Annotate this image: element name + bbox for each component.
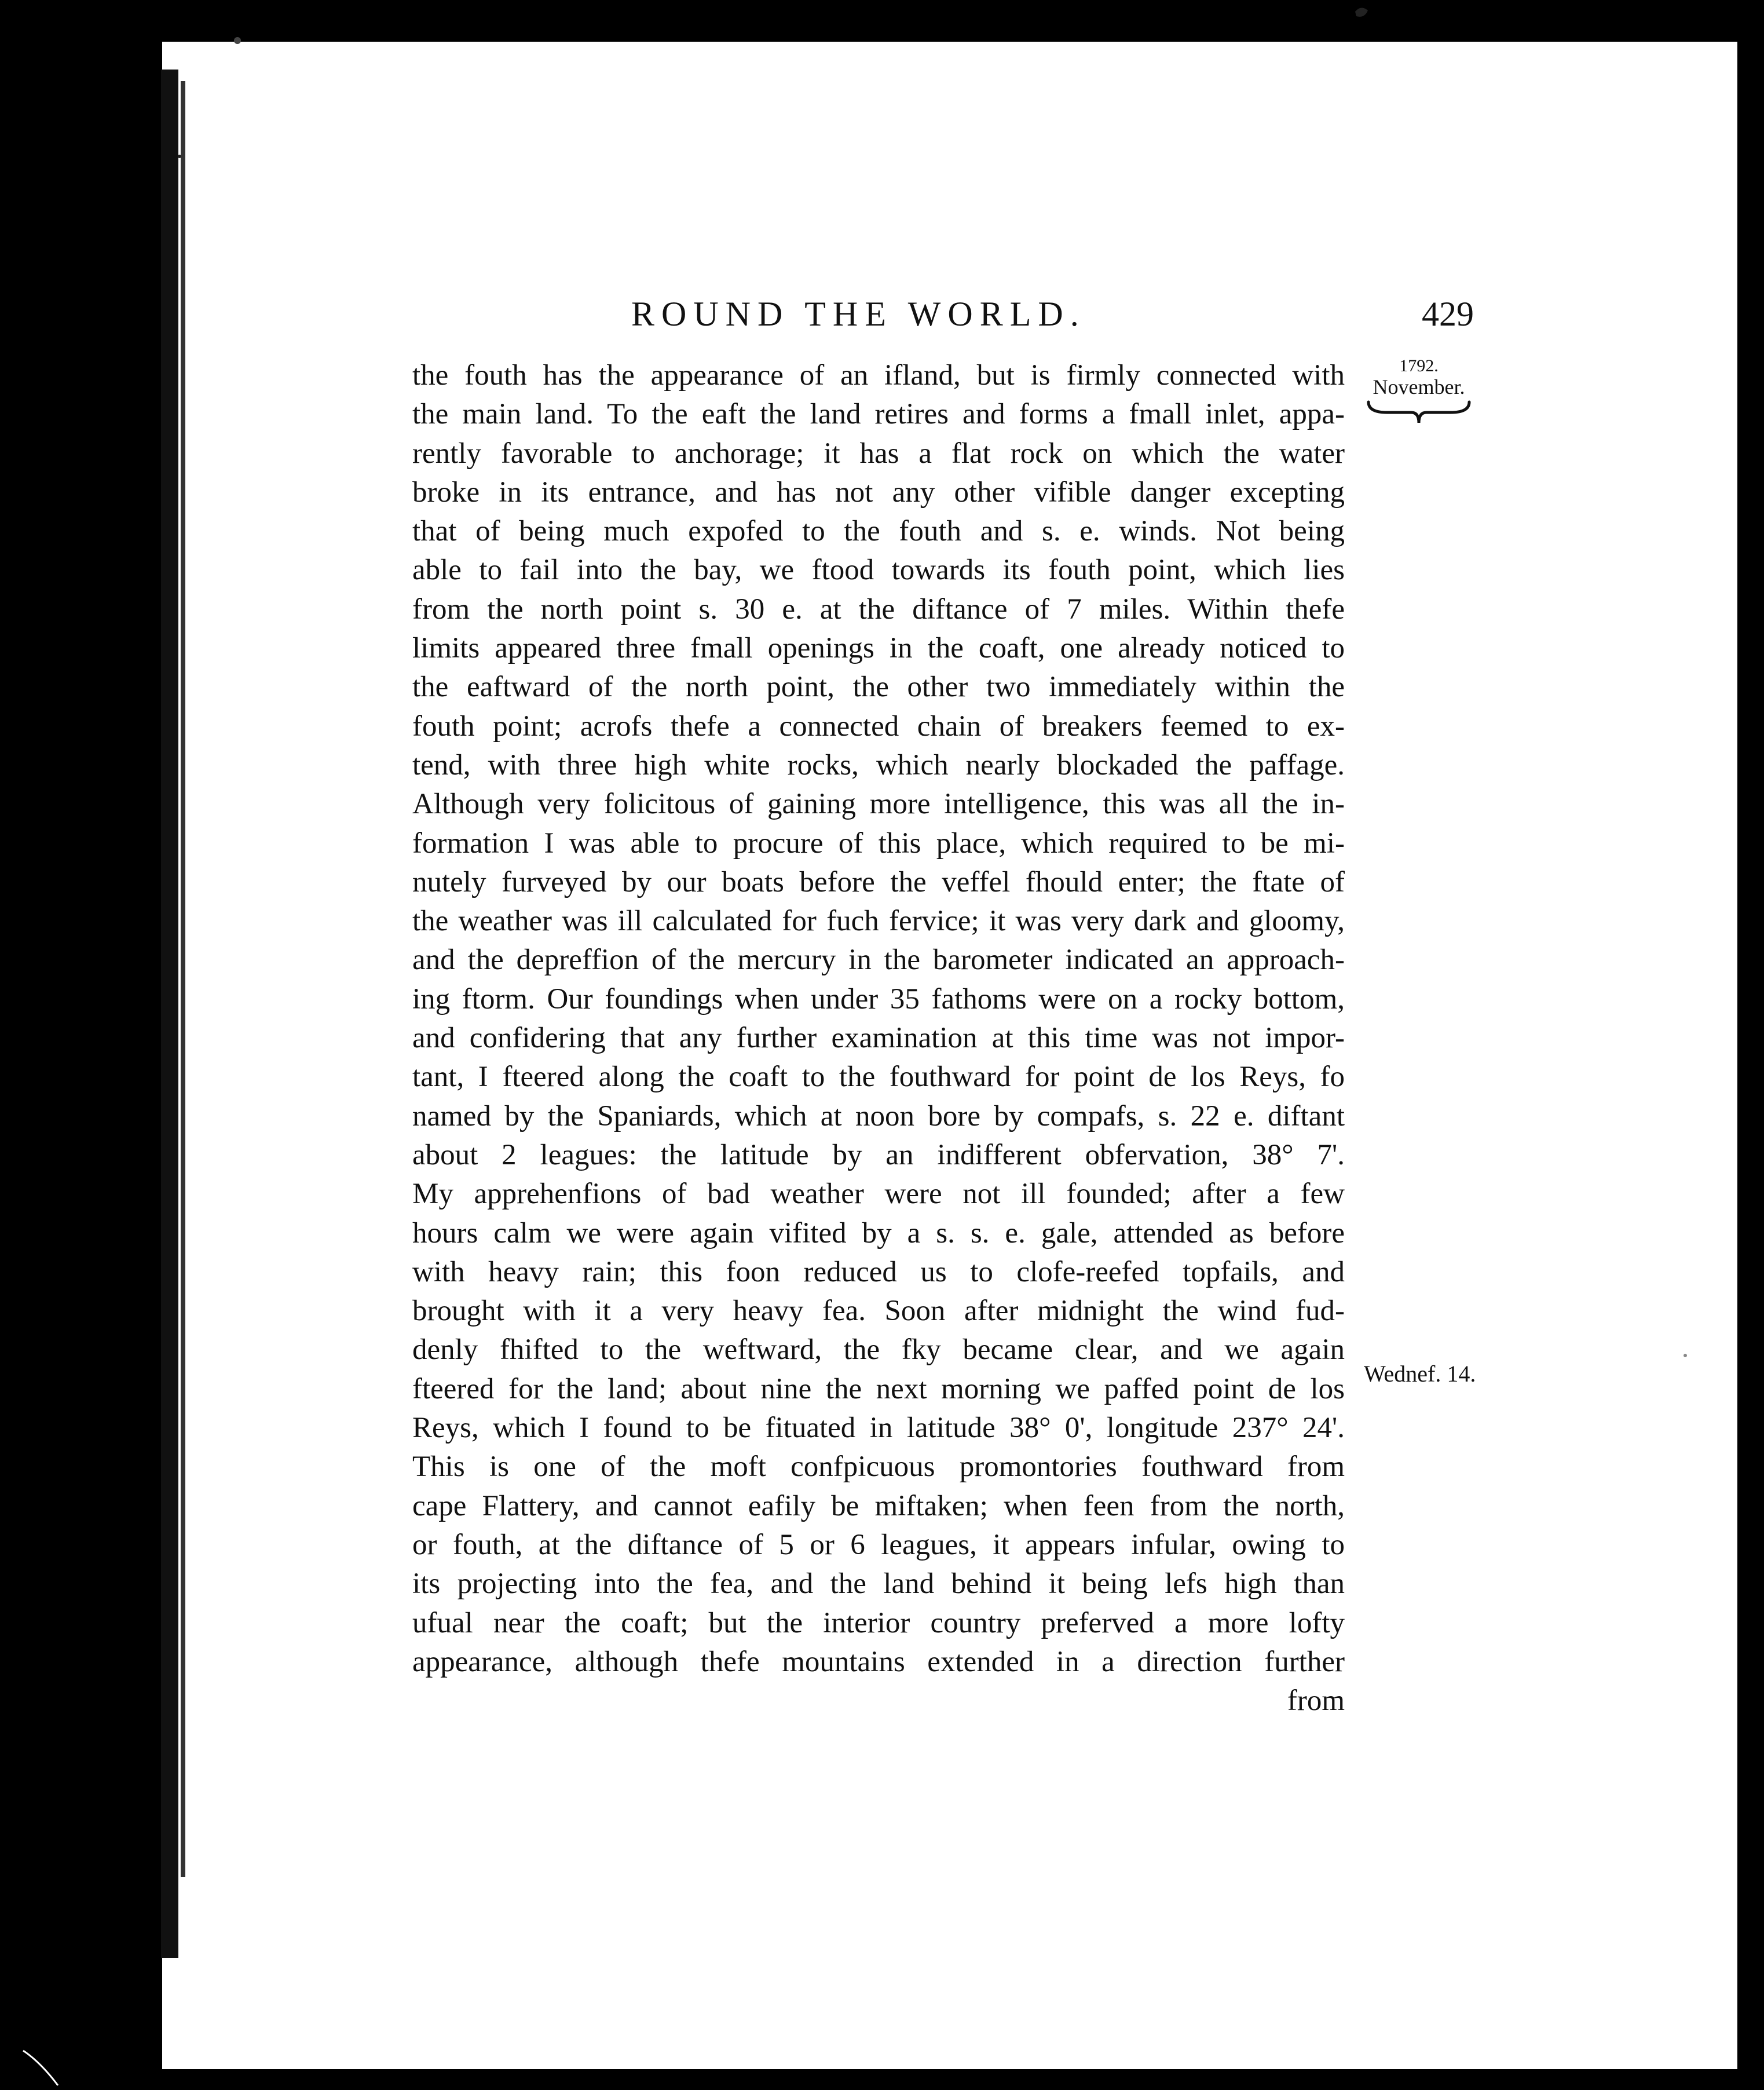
body-text xyxy=(412,356,1345,1720)
text-line: and the depreffion of the mercury in the barometer indicated an approach- xyxy=(412,944,1345,977)
text-line: and confidering that any further examination at this time was not impor- xyxy=(412,1022,1345,1055)
text-line: that of being much expofed to the fouth and s. e. winds. Not being xyxy=(412,515,1345,548)
text-line: denly fhifted to the weftward, the fky became clear, and we again xyxy=(412,1333,1345,1366)
text-line: tend, with three high white rocks, which nearly blockaded the paffage. xyxy=(412,748,1345,781)
page-gutter-edge xyxy=(181,81,185,1877)
text-line: rently favorable to anchorage; it has a flat rock on which the water xyxy=(412,437,1345,470)
text-line: from the north point s. 30 e. at the diftance of 7 miles. Within thefe xyxy=(412,593,1345,626)
text-line: or fouth, at the diftance of 5 or 6 leagues, it appears infular, owing to xyxy=(412,1528,1345,1561)
text-line: appearance, although thefe mountains extended in a direction further xyxy=(412,1645,1345,1678)
text-line: tant, I fteered along the coaft to the fouthward for point de los Reys, fo xyxy=(412,1061,1345,1094)
text-line: about 2 leagues: the latitude by an indifferent obfervation, 38° 7'. xyxy=(412,1138,1345,1171)
text-line: from xyxy=(1287,1685,1345,1718)
text-line: able to fail into the bay, we ftood towards its fouth point, which lies xyxy=(412,554,1345,587)
text-line: named by the Spaniards, which at noon bore by compafs, s. 22 e. diftant xyxy=(412,1099,1345,1132)
margin-date: Wednef. 14. xyxy=(1364,1361,1476,1387)
text-line: nutely furveyed by our boats before the veffel fhould enter; the ftate of xyxy=(412,865,1345,898)
text-line: My apprehenfions of bad weather were not ill founded; after a few xyxy=(412,1178,1345,1211)
text-line: the eaftward of the north point, the other two immediately within the xyxy=(412,671,1345,704)
page-number: 429 xyxy=(1422,295,1474,333)
text-line: the fouth has the appearance of an ifland, but is firmly connected with xyxy=(412,359,1345,392)
text-line: hours calm we were again vifited by a s. s. e. gale, attended as before xyxy=(412,1216,1345,1249)
text-line: brought with it a very heavy fea. Soon after midnight the wind fud- xyxy=(412,1295,1345,1328)
text-line: fouth point; acrofs thefe a connected chain of breakers feemed to ex- xyxy=(412,710,1345,743)
text-line: fteered for the land; about nine the next morning we paffed point de los xyxy=(412,1372,1345,1405)
text-line: with heavy rain; this foon reduced us to clofe-reefed topfails, and xyxy=(412,1255,1345,1288)
text-line: ufual near the coaft; but the interior country preferved a more lofty xyxy=(412,1606,1345,1639)
text-line: the weather was ill calculated for fuch fervice; it was very dark and gloomy, xyxy=(412,905,1345,938)
text-line: Reys, which I found to be fituated in latitude 38° 0', longitude 237° 24'. xyxy=(412,1412,1345,1445)
text-line: ing ftorm. Our foundings when under 35 fathoms were on a rocky bottom, xyxy=(412,982,1345,1015)
text-line: formation I was able to procure of this place, which required to be mi- xyxy=(412,827,1345,860)
margin-brace-icon xyxy=(1364,400,1474,425)
text-line: Although very folicitous of gaining more intelligence, this was all the in- xyxy=(412,788,1345,821)
text-line: This is one of the moft confpicuous promontories fouthward from xyxy=(412,1450,1345,1484)
text-line: cape Flattery, and cannot eafily be miftaken; when feen from the north, xyxy=(412,1489,1345,1522)
margin-month: November. xyxy=(1373,375,1465,399)
text-line: broke in its entrance, and has not any other vifible danger excepting xyxy=(412,476,1345,509)
running-title: ROUND THE WORLD. xyxy=(631,295,1086,333)
margin-year: 1792. xyxy=(1399,356,1439,375)
text-line: the main land. To the eaft the land retires and forms a fmall inlet, appa- xyxy=(412,398,1345,431)
text-line: its projecting into the fea, and the land behind it being lefs high than xyxy=(412,1568,1345,1601)
page-gutter-shadow xyxy=(161,70,178,1958)
text-line: limits appeared three fmall openings in the coaft, one already noticed to xyxy=(412,632,1345,665)
